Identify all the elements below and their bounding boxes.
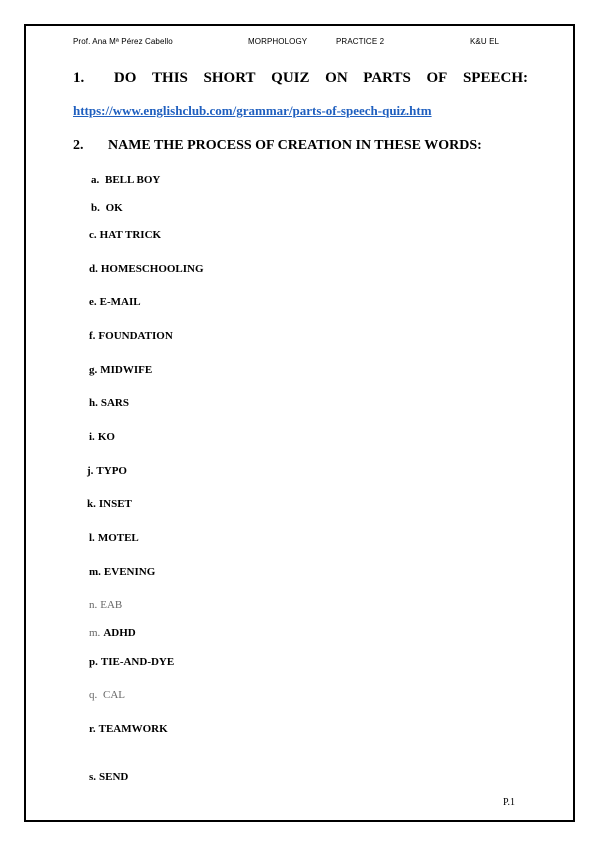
header-practice: PRACTICE 2	[336, 37, 385, 46]
question-1-word: SHORT	[203, 70, 256, 86]
question-1-word: ON	[325, 70, 348, 86]
list-item: d. HOMESCHOOLING	[89, 263, 204, 275]
list-item: r. TEAMWORK	[89, 723, 168, 735]
list-item: s. SEND	[89, 771, 129, 783]
list-item: c. HAT TRICK	[89, 229, 162, 241]
page-number: P.1	[503, 797, 515, 808]
list-item: n. EAB	[89, 599, 123, 611]
question-1-word: PARTS	[363, 70, 411, 86]
question-1-word: OF	[426, 70, 448, 86]
header-code: K&U EL	[470, 37, 500, 46]
list-item: g. MIDWIFE	[89, 364, 153, 376]
question-1-word: SPEECH:	[462, 70, 528, 86]
list-item: j. TYPO	[87, 465, 127, 477]
list-item: f. FOUNDATION	[89, 330, 173, 342]
question-1	[73, 70, 528, 87]
question-1-word: THIS	[152, 70, 188, 86]
list-item: q. CAL	[89, 689, 125, 701]
header-subject: MORPHOLOGY	[248, 37, 308, 46]
list-item: e. E-MAIL	[89, 296, 141, 308]
question-1-number: 1.	[73, 70, 85, 86]
quiz-link[interactable]: https://www.englishclub.com/grammar/parts-of-speech-quiz.htm	[73, 103, 432, 118]
list-item: b. OK	[91, 202, 123, 214]
header-author: Prof. Ana Mª Pérez Cabello	[73, 37, 173, 46]
question-2-number: 2.	[73, 138, 84, 153]
list-item: i. KO	[89, 431, 115, 443]
question-1-word: QUIZ	[271, 70, 310, 86]
list-item: m. EVENING	[89, 566, 156, 578]
list-item: k. INSET	[87, 498, 132, 510]
list-item: a. BELL BOY	[91, 174, 161, 186]
list-item: p. TIE-AND-DYE	[89, 656, 175, 668]
list-item: m. ADHD	[89, 627, 136, 639]
list-item: l. MOTEL	[89, 532, 139, 544]
question-2	[73, 138, 482, 154]
question-2-text: NAME THE PROCESS OF CREATION IN THESE WORDS:	[108, 138, 482, 153]
list-item: h. SARS	[89, 397, 129, 409]
question-1-word: DO	[113, 70, 137, 86]
